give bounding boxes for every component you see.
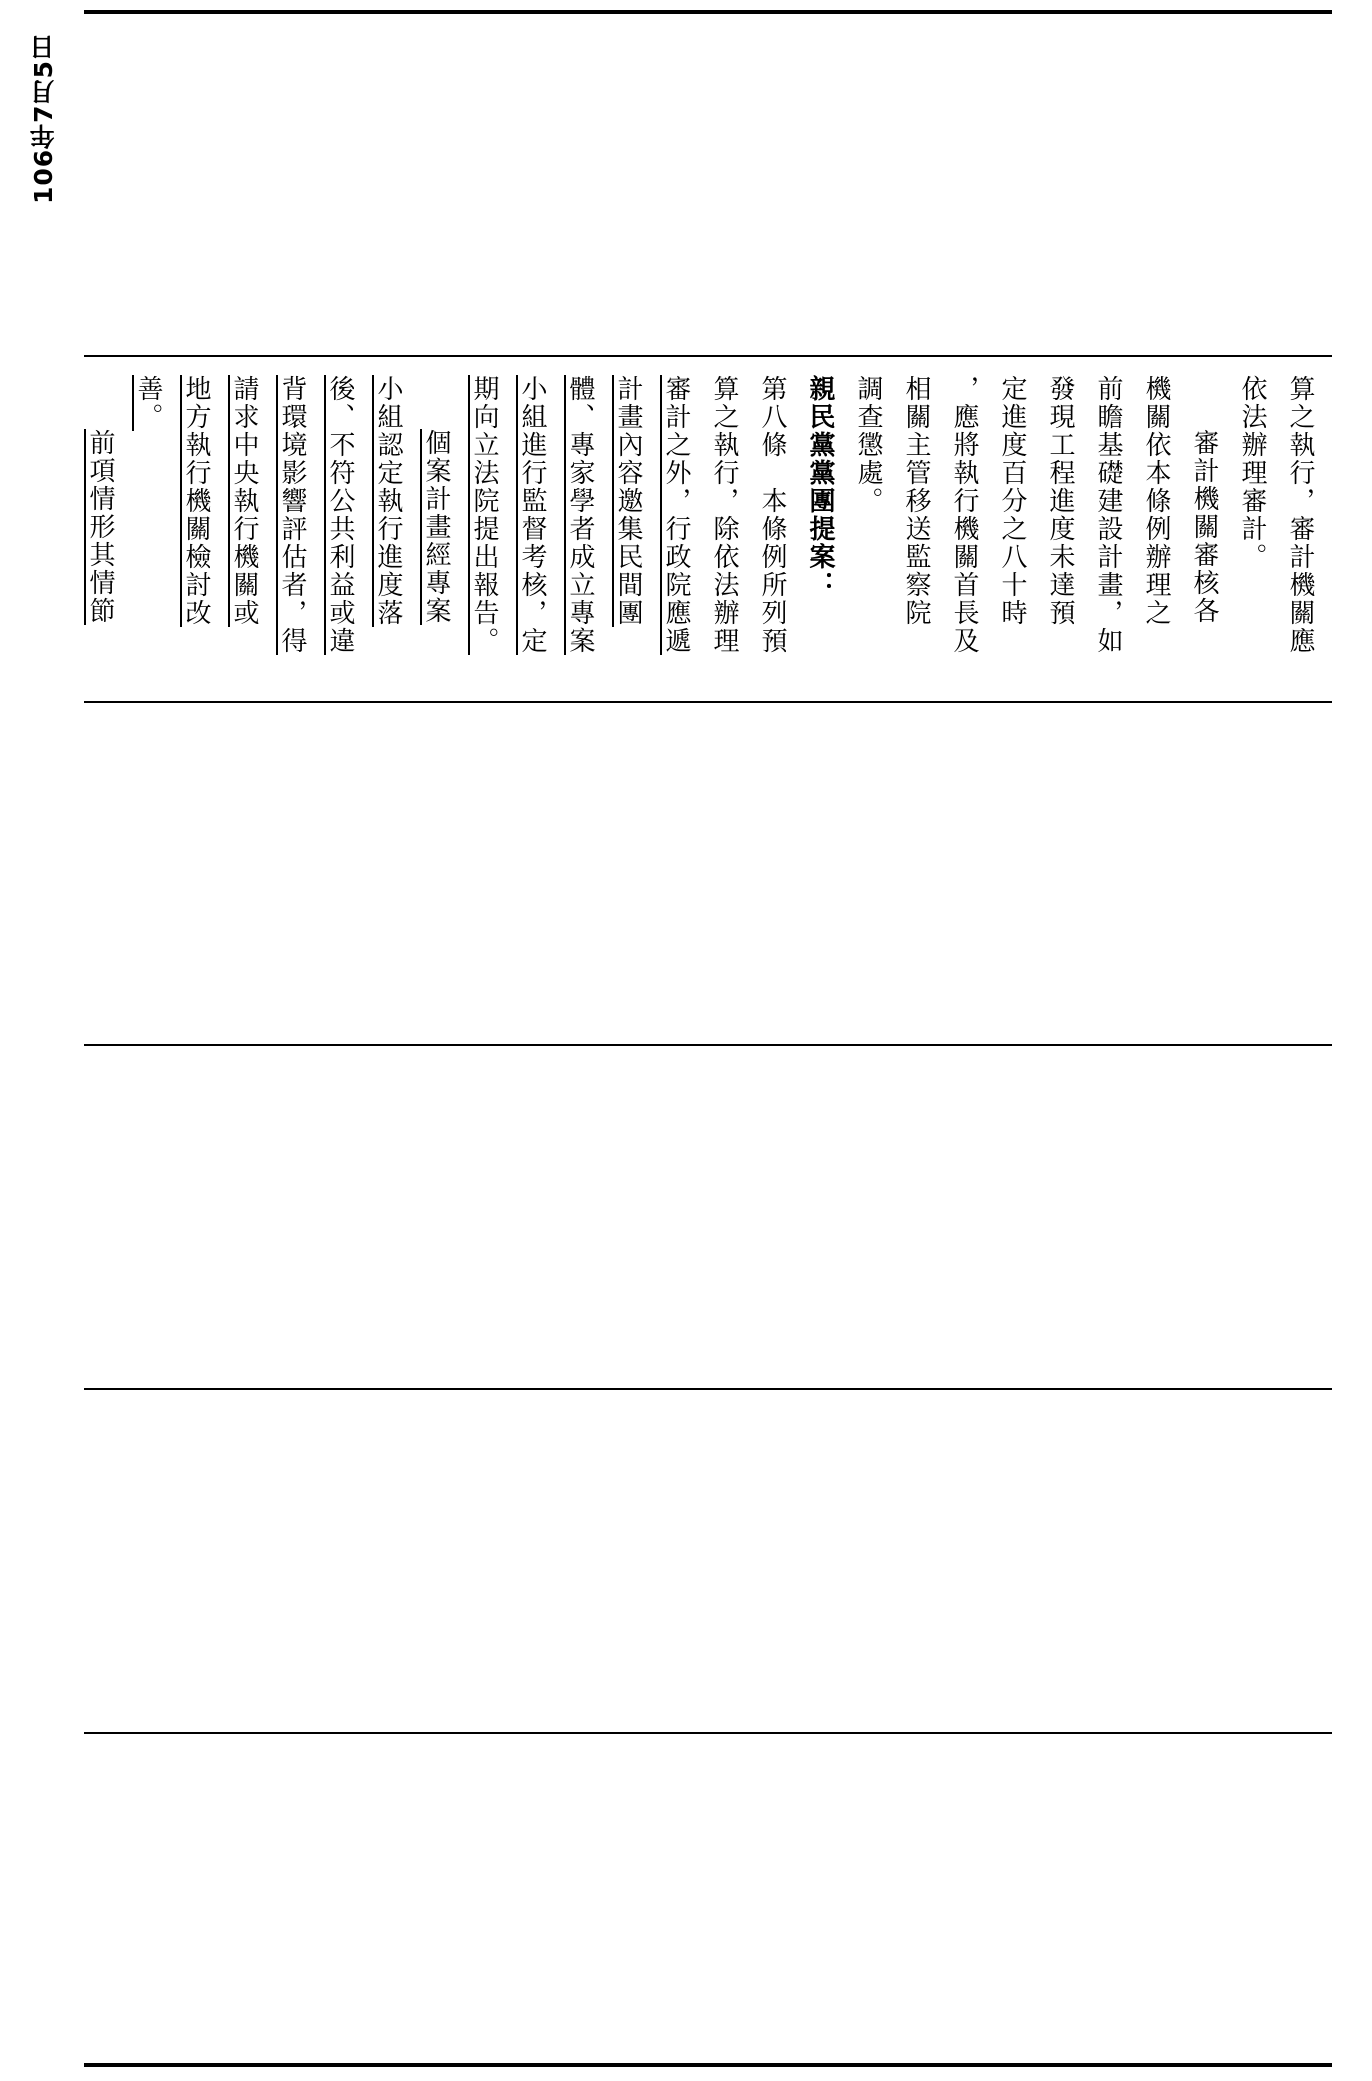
text-line: 定進度百分之八十時 — [997, 375, 1027, 627]
text-line: 地方執行機關檢討改 — [181, 375, 211, 627]
text-line: 善。 — [133, 375, 163, 431]
text-line: 算之執行，除依法辦理 — [709, 375, 739, 655]
text-line: 前瞻基礎建設計畫，如 — [1093, 375, 1123, 655]
text-line: 依法辦理審計。 — [1237, 375, 1267, 571]
text-line: 期向立法院提出報告。 — [469, 375, 499, 655]
text-line: 算之執行，審計機關應 — [1285, 375, 1315, 655]
text-line: 背環境影響評估者，得 — [277, 375, 307, 655]
text-line: 發現工程進度未達預 — [1045, 375, 1075, 627]
text-line: 相關主管移送監察院 — [901, 375, 931, 627]
text-line: 前項情形其情節 — [85, 429, 115, 625]
text-line: 調查懲處。 — [853, 375, 883, 515]
row-divider — [84, 1388, 1332, 1390]
text-line: 第八條 本條例所列預 — [757, 375, 787, 655]
text-line: 體、專家學者成立專案 — [565, 375, 595, 655]
text-line: 審計之外，行政院應遞 — [661, 375, 691, 655]
text-line: 小組認定執行進度落 — [373, 375, 403, 627]
proposal-text — [84, 375, 1324, 697]
text-line: 親民黨黨團提案： — [805, 375, 835, 599]
text-line: 計畫內容邀集民間團 — [613, 375, 643, 627]
row-divider — [84, 1044, 1332, 1046]
text-line: 個案計畫經專案 — [421, 429, 451, 625]
text-line: 機關依本條例辦理之 — [1141, 375, 1171, 627]
text-line: 請求中央執行機關或 — [229, 375, 259, 627]
page-date: 106年7月5日 — [29, 34, 58, 204]
text-line: 小組進行監督考核，定 — [517, 375, 547, 655]
text-cell — [84, 357, 1332, 700]
bottom-border — [84, 2063, 1332, 2067]
text-line: 後、不符公共利益或違 — [325, 375, 355, 655]
row-divider — [84, 1732, 1332, 1734]
row-divider — [84, 701, 1332, 703]
text-line: 審計機關審核各 — [1189, 429, 1219, 625]
top-border — [84, 10, 1332, 14]
text-line: ，應將執行機關首長及 — [949, 375, 979, 655]
